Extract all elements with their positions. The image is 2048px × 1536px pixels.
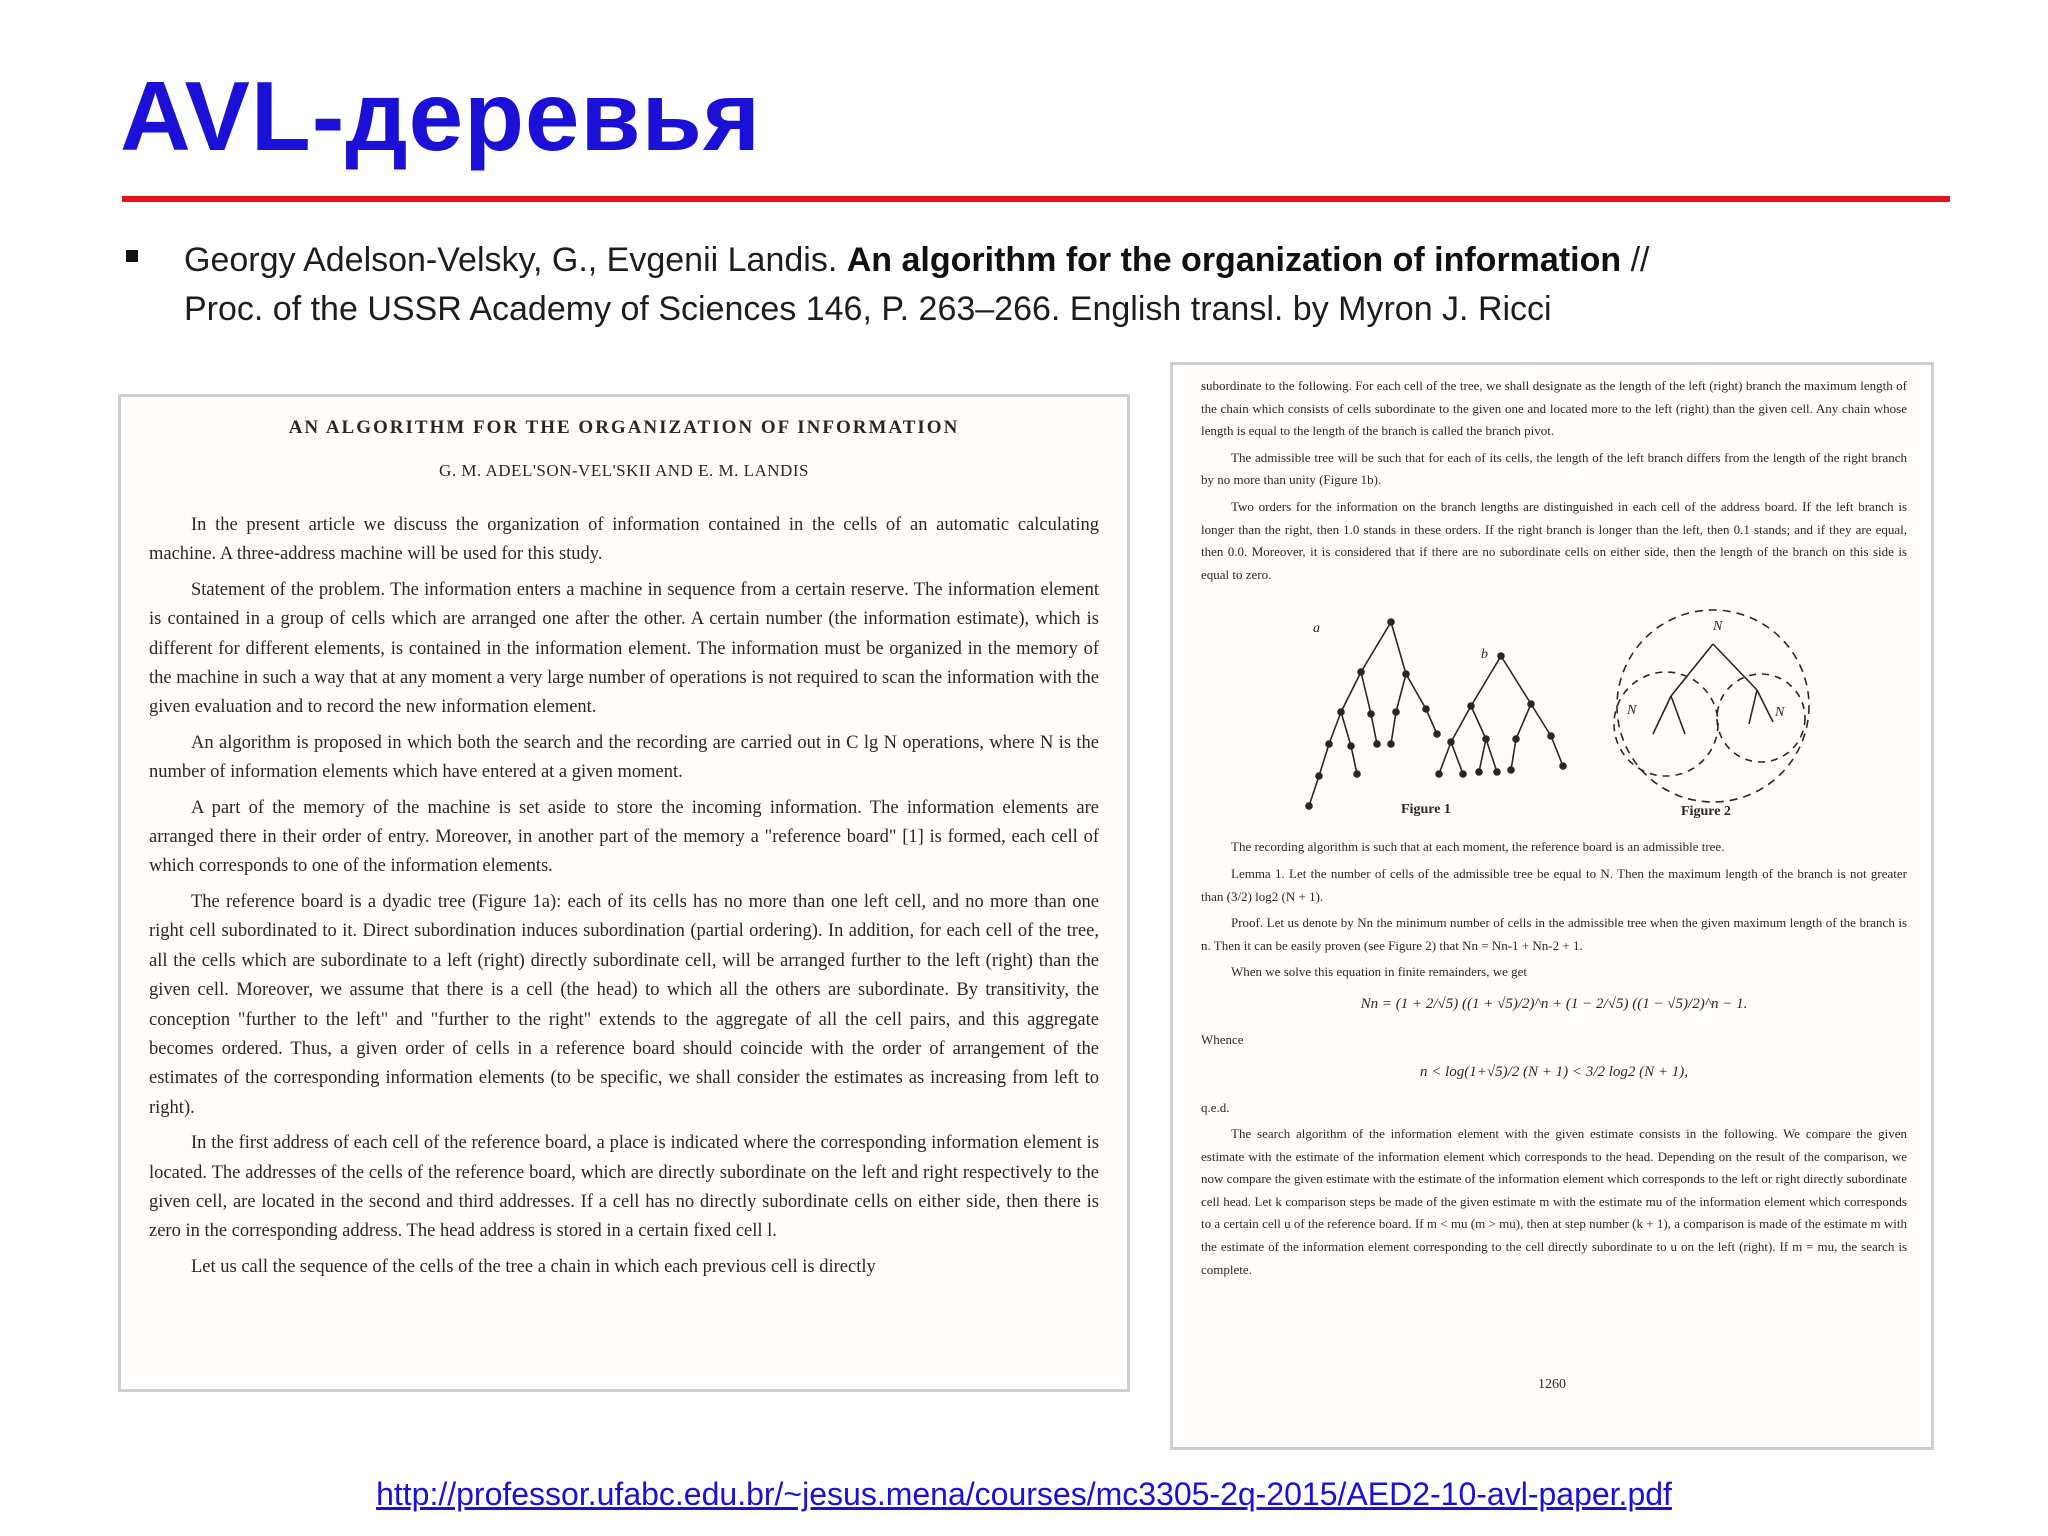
figure-label-n2: N bbox=[1775, 705, 1785, 721]
formula-bound: n < log(1+√5)/2 (N + 1) < 3/2 log2 (N + 1), bbox=[1420, 1063, 1688, 1080]
reference-authors: Georgy Adelson-Velsky, G., Evgenii Landis. bbox=[184, 241, 838, 279]
figure-2-caption: Figure 2 bbox=[1681, 804, 1731, 820]
paper-paragraph: Proof. Let us denote by Nn the minimum number of cells in the admissible tree when the given maximum length of the branch is n. Then it can be easily proven (see Figure 2) that Nn = Nn-1 + Nn-2 + 1. bbox=[1201, 915, 1907, 953]
footer-link-row bbox=[0, 1476, 2048, 1513]
figure-label-b: b bbox=[1481, 647, 1488, 663]
reference-separator: // bbox=[1630, 241, 1650, 279]
page-number: 1260 bbox=[1538, 1377, 1566, 1392]
paper-page-2 bbox=[1170, 362, 1934, 1450]
figure-1a-tree bbox=[1306, 619, 1440, 809]
figures bbox=[1201, 594, 1907, 826]
paper-paragraph: Two orders for the information on the branch lengths are distinguished in each cell of the address board. If the left branch is longer than the right, then 1.0 stands in these orders. If the right branch is longer than the left, then 0.1 stands; and if they are equal, then 0.0. Moreover, it is considered that if there are no subordinate cells on either side, then the length of the branch on this side is equal to zero. bbox=[1201, 498, 1907, 582]
paper-paragraph: An algorithm is proposed in which both the search and the recording are carried out in C lg N operations, where N is the number of information elements which have entered at a given moment. bbox=[149, 732, 1099, 783]
paper-page-1 bbox=[118, 394, 1130, 1392]
bullet-square-icon bbox=[126, 250, 138, 262]
paper-paragraph: A part of the memory of the machine is set aside to store the incoming information. The information elements are arranged there in their order of entry. Moreover, in another part of the memory a "reference board" [1] is formed, each cell of which corresponds to one of the information elements. bbox=[149, 797, 1099, 877]
paper-heading: AN ALGORITHM FOR THE ORGANIZATION OF INFORMATION bbox=[288, 417, 960, 438]
paper-paragraph: When we solve this equation in finite remainders, we get bbox=[1231, 964, 1528, 980]
paper-url-link[interactable]: http://professor.ufabc.edu.br/~jesus.mena/courses/mc3305-2q-2015/AED2-10-avl-paper.pdf bbox=[376, 1476, 1672, 1512]
figure-label-n1: N bbox=[1627, 703, 1637, 719]
paper-paragraph: In the present article we discuss the organization of information contained in the cells of an automatic calculating machine. A three-address machine will be used for this study. bbox=[149, 515, 1099, 565]
slide-title: AVL-деревья bbox=[120, 61, 762, 171]
paper-authors: G. M. ADEL'SON-VEL'SKII AND E. M. LANDIS bbox=[439, 461, 809, 480]
reference-bullet bbox=[122, 236, 1822, 334]
reference-source: Proc. of the USSR Academy of Sciences 146, P. 263–266. English transl. by Myron J. Ricci bbox=[184, 290, 1552, 328]
paper-paragraph: Lemma 1. Let the number of cells of the admissible tree be equal to N. Then the maximum length of the branch is not greater than (3/2) log2 (N + 1). bbox=[1201, 865, 1907, 904]
paper-paragraph: The search algorithm of the information element with the given estimate consists in the following. We compare the given estimate with the estimate of the information element which corresponds to the head. Depending on the result of the comparison, we now compare the given estimate with the estimate of the information element which corresponds to the left or right directly subordinate cell head. Let k comparison steps be made of the given estimate m with the estimate mu of the information element which corresponds to a certain cell u of the reference board. If m < mu (m > mu), then at step number (k + 1), a comparison is made of the estimate m with the estimate of the information element corresponding to the cell directly subordinate to u on the left (right). If m = mu, the search is complete. bbox=[1201, 1126, 1907, 1277]
paper-paragraph: In the first address of each cell of the reference board, a place is indicated where the corresponding information element is located. The addresses of the cells of the reference board, which are directly subordinate on the left and right respectively to the given cell, are located in the second and third addresses. If a cell has no directly subordinate cells on either side, then there is zero in the corresponding address. The head address is stored in a certain fixed cell l. bbox=[149, 1133, 1099, 1242]
paper-paragraph: The reference board is a dyadic tree (Figure 1a): each of its cells has no more than one left cell, and no more than one right cell subordinated to it. Direct subordination induces subordination (partial ordering). In addition, for each cell of the tree, all the cells which are subordinate to a left (right) directly subordinate cell, will be arranged further to the left (right) than the given cell. Moreover, we assume that there is a cell (the head) to which all the others are subordinate. By transitivity, the conception "further to the left" and "further to the right" extends to the aggregate of all the cell pairs, and this aggregate becomes ordered. Thus, a given order of cells in a reference board should coincide with the order of arrangement of the estimates of the corresponding information elements (to be specific, we shall consider the estimates as increasing from left to right). bbox=[149, 891, 1099, 1118]
figure-label-a: a bbox=[1313, 621, 1320, 637]
paper-whence: Whence bbox=[1201, 1031, 1244, 1047]
reference-paper-title: An algorithm for the organization of information bbox=[846, 241, 1622, 279]
formula-recurrence: Nn = (1 + 2/√5) ((1 + √5)/2)^n + (1 − 2/√5) ((1 − √5)/2)^n − 1. bbox=[1360, 995, 1748, 1012]
figure-1-caption: Figure 1 bbox=[1401, 802, 1451, 818]
figure-label-n: N bbox=[1713, 619, 1723, 635]
reference-text bbox=[184, 236, 1822, 334]
paper-paragraph: subordinate to the following. For each cell of the tree, we shall designate as the length of the left (right) branch the maximum length of the chain which consists of cells subordinate to the given one and located more to the left (right) than the given cell. Any chain whose length is equal to the length of the branch is called the branch pivot. bbox=[1201, 378, 1907, 439]
paper-paragraph: The recording algorithm is such that at each moment, the reference board is an admissible tree. bbox=[1231, 839, 1725, 855]
paper-paragraph: The admissible tree will be such that for each of its cells, the length of the left branch differs from the length of the right branch by no more than unity (Figure 1b). bbox=[1201, 449, 1907, 488]
figure-1b-tree bbox=[1436, 653, 1566, 777]
paper-paragraph: Statement of the problem. The information enters a machine in sequence from a certain reserve. The information element is contained in a group of cells which are arranged one after the other. A certain number (the information estimate), which is different for different elements, is contained in the information element. The information must be organized in the memory of the machine in such a way that at any moment a very large number of operations is not required to scan the information with the given evaluation and to record the new information element. bbox=[149, 579, 1099, 718]
tree-figures-svg bbox=[1201, 594, 1909, 826]
paper-paragraph: Let us call the sequence of the cells of the tree a chain in which each previous cell is directly bbox=[191, 1256, 876, 1277]
paper-qed: q.e.d. bbox=[1201, 1099, 1230, 1115]
title-divider bbox=[122, 196, 1950, 202]
